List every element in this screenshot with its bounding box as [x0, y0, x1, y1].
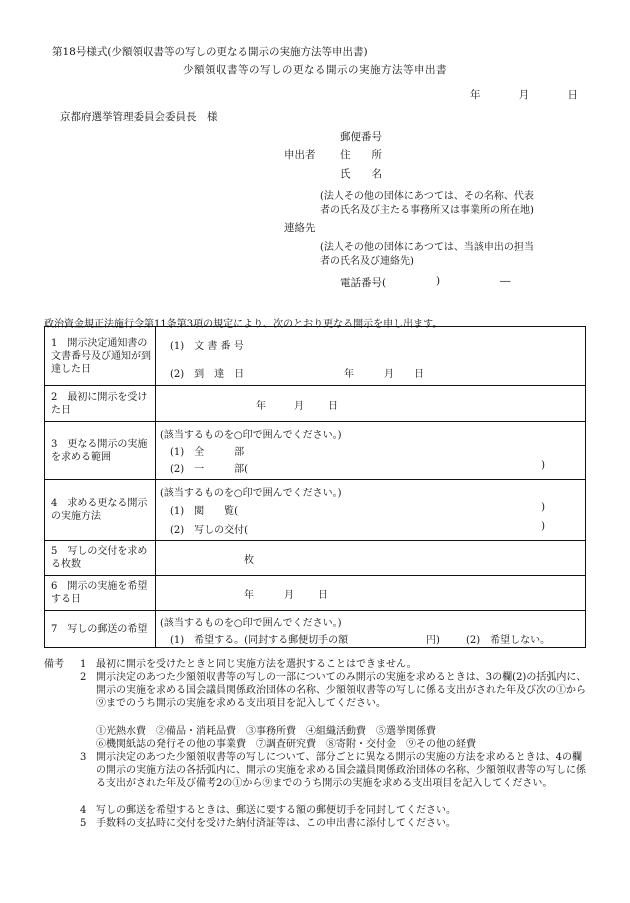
- row-label-text: 5 写しの交付を求める枚数: [51, 546, 148, 570]
- remark-number: 3: [80, 752, 87, 763]
- contact-note-line-1: (法人その他の団体にあつては、当該申出の担当: [320, 242, 534, 253]
- mail-option-yes[interactable]: (1) 希望する。(同封する郵便切手の額: [170, 635, 349, 646]
- phone-close-paren: ): [436, 275, 441, 287]
- mail-yen-unit: 円): [426, 635, 440, 646]
- remark-text: ⑥機関紙誌の発行その他の事業費 ⑦調査研究費 ⑧寄附・交付金 ⑨その他の経費: [96, 739, 476, 750]
- scope-close-paren: ): [541, 460, 545, 471]
- page-title: 少額領収書等の写しの更なる開示の実施方法等申出書: [183, 64, 447, 76]
- row-label-text: 3 更なる開示の実施を求める範囲: [51, 438, 148, 463]
- scope-option-partial[interactable]: (2) 一 部(: [170, 464, 249, 475]
- method-option-copy[interactable]: (2) 写しの交付(: [170, 525, 249, 536]
- row-desired-date: [45, 576, 586, 611]
- applicant-label: 申出者: [284, 149, 316, 161]
- method-copy-close-paren: ): [541, 521, 545, 532]
- first-year-label: 年: [256, 401, 266, 412]
- corp-note-line-1: (法人その他の団体にあつては、その名称、代表: [320, 191, 534, 202]
- lead-text: 政治資金規正法施行令第11条第3項の規定により、次のとおり更なる開示を申し出ます。: [44, 319, 443, 330]
- row-label: [45, 576, 156, 611]
- remark-text: 最初に開示を受けたときと同じ実施方法を選択することはできません。: [96, 659, 417, 670]
- row-label-text: 2 最初に開示を受けた日: [51, 391, 148, 416]
- row-label-text: 4 求める更なる開示の実施方法: [51, 498, 148, 522]
- expense-categories-line-1: [96, 725, 586, 738]
- mail-request-cell[interactable]: [156, 611, 586, 648]
- method-option-view[interactable]: (1) 閲 覧(: [170, 506, 239, 517]
- row-disclosure-scope: [45, 422, 586, 480]
- notification-cell[interactable]: [156, 327, 586, 386]
- row-mail-request: [45, 611, 586, 648]
- document-number-label: (1) 文 書 番 号: [170, 341, 244, 352]
- row-label-text: 1 開示決定通知書の文書番号及び通知が到達した日: [51, 337, 151, 375]
- method-note: (該当するものを○印で囲んでください。): [160, 488, 342, 499]
- contact-label: 連絡先: [284, 222, 316, 234]
- mail-option-no[interactable]: (2) 希望しない。: [466, 635, 551, 646]
- row-disclosure-method: [45, 480, 586, 541]
- date-month-label: 月: [518, 89, 530, 101]
- submission-date: [470, 87, 578, 102]
- remark-text: 開示決定のあつた少額領収書等の写しの一部についてのみ開示の実施を求めるときは、3の欄(2)の括弧内に、開示の実施を求める国会議員関係政治団体の名称、少額領収書等の写しに係る支出がされた年及び次の①から⑨までのうち開示の実施を求める支出項目を記入してください。: [96, 672, 587, 709]
- address-label: 住 所: [340, 149, 382, 161]
- row-label: [45, 541, 156, 576]
- disclosure-scope-cell[interactable]: [156, 422, 586, 480]
- contact-note-line-2: 者の氏名及び連絡先): [320, 256, 414, 267]
- request-form-table: [44, 326, 586, 648]
- remark-item-4: [80, 804, 588, 817]
- disclosure-method-cell[interactable]: [156, 480, 586, 541]
- copy-count-cell[interactable]: [156, 541, 586, 576]
- remark-text: ①光熱水費 ②備品・消耗品費 ③事務所費 ④組織活動費 ⑤選挙関係費: [96, 726, 436, 737]
- phone-label: 電話番号(: [340, 277, 387, 289]
- method-view-close-paren: ): [541, 502, 545, 513]
- expense-categories-line-2: [96, 738, 586, 751]
- scope-option-all[interactable]: (1) 全 部: [170, 447, 245, 458]
- remark-item-2: [80, 671, 588, 710]
- remark-item-1: [80, 658, 588, 671]
- arrival-month-label: 月: [384, 369, 394, 380]
- row-label: [45, 480, 156, 541]
- remark-text: 開示決定のあつた少額領収書等の写しについて、部分ごとに異なる開示の実施の方法を求めるときは、4の欄の開示の実施方法の各括弧内に、開示の実施を求める国会議員関係政治団体の名称、少額領収書等の写しに係る支出がされた年及び備考2の①から⑨までのうち開示の実施を求める支出項目を記入してください。: [96, 752, 586, 789]
- remark-number: 1: [80, 659, 87, 670]
- row-label-text: 7 写しの郵送の希望: [51, 623, 148, 635]
- row-label: [45, 611, 156, 648]
- arrival-date-label: (2) 到 達 日: [170, 369, 245, 380]
- desired-day-label: 日: [318, 590, 328, 601]
- remark-text: 写しの郵送を希望するときは、郵送に要する額の郵便切手を同封してください。: [96, 805, 456, 816]
- row-notification: [45, 327, 586, 386]
- remark-text: 手数料の支払時に交付を受けた納付済証等は、この申出書に添付してください。: [96, 818, 456, 829]
- first-month-label: 月: [294, 401, 304, 412]
- remark-item-5: [80, 817, 588, 830]
- date-year-label: 年: [470, 89, 481, 101]
- copy-count-unit: 枚: [244, 555, 254, 566]
- row-label: [45, 386, 156, 422]
- remark-number: 2: [80, 672, 87, 683]
- form-number: 第18号様式(少額領収書等の写しの更なる開示の実施方法等申出書): [52, 46, 368, 58]
- remark-item-3: [80, 751, 588, 790]
- desired-month-label: 月: [284, 590, 294, 601]
- desired-year-label: 年: [244, 590, 254, 601]
- row-label-text: 6 開示の実施を希望する日: [51, 581, 148, 605]
- corp-note-line-2: 者の氏名及び主たる事務所又は事業所の所在地): [320, 205, 534, 216]
- remark-number: 5: [80, 818, 87, 829]
- addressee: 京都府選挙管理委員会委員長 様: [60, 111, 218, 123]
- remark-number: 4: [80, 805, 87, 816]
- remarks-heading: 備考: [44, 659, 64, 670]
- row-label: [45, 422, 156, 480]
- phone-dash: ―: [500, 275, 511, 287]
- date-day-label: 日: [567, 89, 578, 101]
- name-label: 氏 名: [340, 168, 382, 180]
- row-label: [45, 327, 156, 386]
- arrival-day-label: 日: [414, 369, 424, 380]
- first-disclosure-date-cell[interactable]: [156, 386, 586, 422]
- postal-code-label: 郵便番号: [340, 131, 382, 143]
- arrival-year-label: 年: [344, 369, 354, 380]
- first-day-label: 日: [328, 401, 338, 412]
- scope-note: (該当するものを○印で囲んでください。): [160, 430, 342, 441]
- row-first-disclosure: [45, 386, 586, 422]
- row-copy-count: [45, 541, 586, 576]
- mail-note: (該当するものを○印で囲んでください。): [160, 618, 342, 629]
- desired-date-cell[interactable]: [156, 576, 586, 611]
